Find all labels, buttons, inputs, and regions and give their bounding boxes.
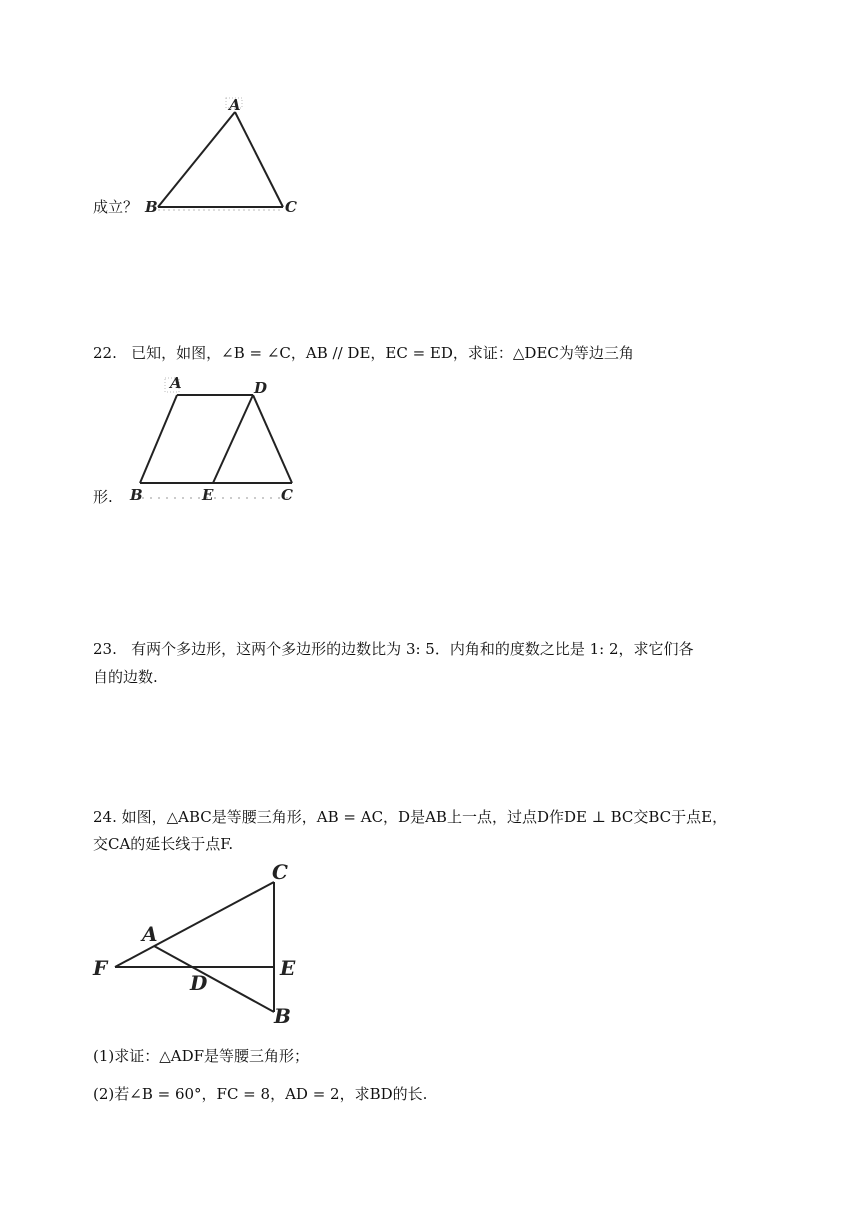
vertex-label-a: A (142, 922, 158, 946)
vertex-label-d: D (254, 379, 268, 397)
question-number: 24. (93, 808, 117, 826)
side-ab (140, 395, 177, 483)
vertex-label-b: B (130, 486, 143, 504)
vertex-label-c: C (272, 860, 288, 884)
q22-trailing-text: 形. (93, 488, 113, 506)
isosceles-triangle-figure-q24 (90, 855, 320, 1035)
side-ac (235, 112, 283, 207)
vertex-label-a: A (229, 96, 241, 114)
question-23 (93, 638, 694, 660)
vertex-label-c: C (285, 198, 297, 216)
question-23-line2: 自的边数. (93, 668, 158, 686)
question-24 (93, 806, 727, 828)
side-de (213, 395, 253, 483)
question-text: 已知，如图，∠B = ∠C，AB // DE，EC = ED，求证：△DEC为等边三角 (131, 344, 634, 362)
question-24-line2: 交CA的延长线于点F. (93, 835, 234, 853)
question-24-part1: (1)求证：△ADF是等腰三角形； (93, 1047, 310, 1065)
question-text-line1: 如图，△ABC是等腰三角形，AB = AC，D是AB上一点，过点D作DE ⊥ BC交BC于点E， (121, 808, 728, 826)
vertex-label-c: C (281, 486, 293, 504)
question-text-line1: 有两个多边形，这两个多边形的边数比为 3: 5．内角和的度数之比是 1: 2，求它们各 (131, 640, 694, 658)
question-number: 23. (93, 640, 117, 658)
triangle-abc-figure-q21 (140, 90, 310, 220)
segment-ab (154, 946, 274, 1012)
side-dc (253, 395, 292, 483)
question-number: 22. (93, 344, 117, 362)
segment-fc (115, 882, 274, 967)
vertex-label-e: E (202, 486, 214, 504)
vertex-label-e: E (280, 956, 296, 980)
parallelogram-triangle-figure-q22 (120, 370, 310, 510)
side-ab (158, 112, 235, 207)
question-22 (93, 342, 634, 364)
q21-trailing-text: 成立？ (93, 198, 139, 216)
vertex-label-b: B (274, 1004, 291, 1028)
vertex-label-d: D (190, 971, 208, 995)
vertex-label-f: F (93, 956, 108, 980)
vertex-label-b: B (145, 198, 158, 216)
question-24-part2: (2)若∠B = 60°，FC = 8，AD = 2，求BD的长. (93, 1085, 428, 1103)
vertex-label-a: A (170, 374, 182, 392)
